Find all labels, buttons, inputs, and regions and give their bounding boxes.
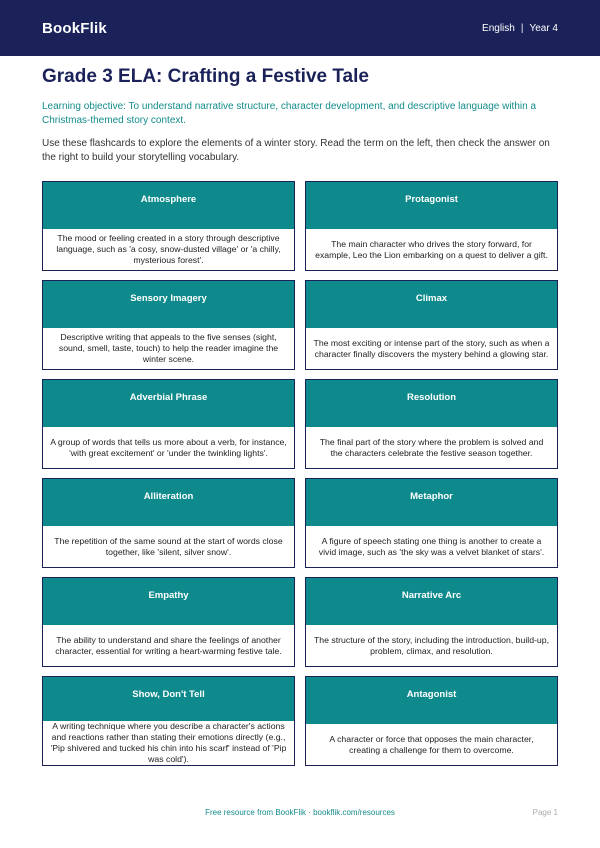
flashcard-term: Narrative Arc — [306, 578, 557, 625]
header-meta — [482, 23, 558, 34]
flashcard-definition: The structure of the story, including the introduction, build-up, problem, climax, and resolution. — [313, 634, 549, 656]
flashcard[interactable] — [305, 577, 558, 667]
flashcard-definition: A group of words that tells us more about a verb, for instance, 'with great excitement' or 'under the twinkling lights'. — [50, 436, 287, 458]
year-label: Year 4 — [529, 22, 558, 34]
header-bar — [0, 0, 600, 56]
flashcard[interactable] — [42, 379, 295, 469]
flashcard-term: Adverbial Phrase — [43, 380, 294, 427]
flashcard-term: Sensory Imagery — [43, 281, 294, 328]
learning-objective: Learning objective: To understand narrative structure, character development, and descriptive language within a Christmas-themed story context. — [42, 101, 536, 126]
flashcard-term: Resolution — [306, 380, 557, 427]
flashcard-definition: The most exciting or intense part of the story, such as when a character finally discovers the mystery behind a glowing star. — [313, 337, 550, 359]
flashcard[interactable] — [42, 181, 295, 271]
flashcard-term: Antagonist — [306, 677, 557, 724]
language-label: English — [482, 22, 515, 34]
flashcard-term: Atmosphere — [43, 182, 294, 229]
flashcard-definition: The mood or feeling created in a story through descriptive language, such as 'a cosy, snow-dusted village' or 'a chilly, mysterious forest'. — [56, 233, 281, 265]
flashcard-definition: The repetition of the same sound at the start of words close together, like 'silent, silver snow'. — [54, 535, 283, 557]
flashcard-definition: A writing technique where you describe a character's actions and reactions rather than stating their emotions directly (e.g., 'Pip shivered and tucked his chin into his scarf' instead of 'Pip was cold'). — [50, 721, 287, 764]
page-number: Page 1 — [532, 808, 558, 817]
brand-logo[interactable]: BookFlik — [42, 19, 107, 37]
flashcard[interactable] — [305, 379, 558, 469]
flashcard[interactable] — [42, 280, 295, 370]
flashcard-term: Metaphor — [306, 479, 557, 526]
flashcard-definition: Descriptive writing that appeals to the five senses (sight, sound, smell, taste, touch) to help the reader imagine the winter scene. — [58, 332, 279, 364]
flashcard-term: Show, Don't Tell — [43, 677, 294, 721]
flashcard[interactable] — [42, 577, 295, 667]
flashcard[interactable] — [305, 181, 558, 271]
flashcard[interactable] — [305, 676, 558, 766]
flashcard-definition: The main character who drives the story forward, for example, Leo the Lion embarking on a quest to deliver a gift. — [315, 238, 548, 260]
page-title: Grade 3 ELA: Crafting a Festive Tale — [42, 66, 369, 87]
flashcard-definition: A figure of speech stating one thing is another to create a vivid image, such as 'the sky was a velvet blanket of stars'. — [318, 535, 545, 557]
footer-resource-link[interactable]: Free resource from BookFlik · bookflik.com/resources — [205, 808, 395, 817]
flashcard-term: Empathy — [43, 578, 294, 625]
flashcard-term: Protagonist — [306, 182, 557, 229]
header-separator: | — [520, 22, 524, 34]
flashcard[interactable] — [305, 280, 558, 370]
flashcard-definition: The ability to understand and share the feelings of another character, essential for writing a heart-warming festive tale. — [55, 634, 282, 656]
flashcard[interactable] — [42, 676, 295, 766]
flashcard[interactable] — [305, 478, 558, 568]
flashcard-grid — [42, 181, 558, 766]
flashcard-definition: The final part of the story where the problem is solved and the characters celebrate the festive season together. — [319, 436, 544, 458]
intro-text: Use these flashcards to explore the elements of a winter story. Read the term on the left, then check the answer on the right to build your storytelling vocabulary. — [42, 138, 550, 163]
flashcard-definition: A character or force that opposes the main character, creating a challenge for them to overcome. — [329, 733, 534, 755]
flashcard-term: Alliteration — [43, 479, 294, 526]
flashcard-term: Climax — [306, 281, 557, 328]
flashcard[interactable] — [42, 478, 295, 568]
